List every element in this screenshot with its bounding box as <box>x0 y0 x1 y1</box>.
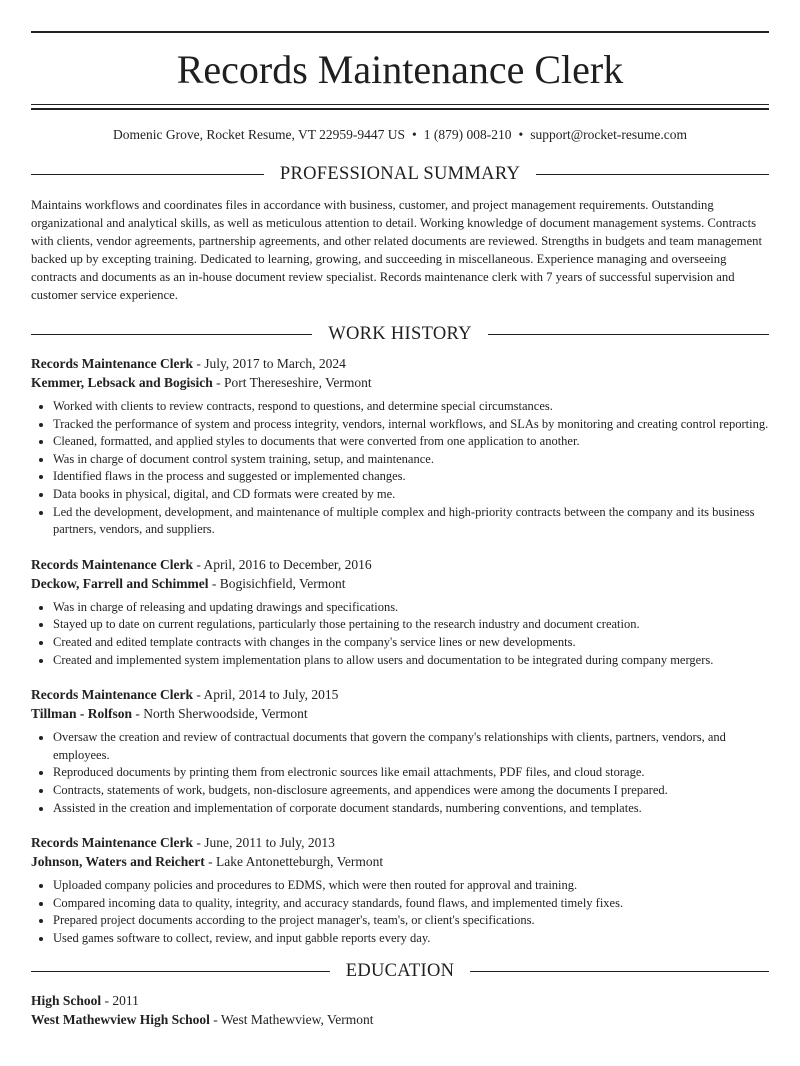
job-title: Records Maintenance Clerk <box>31 556 193 572</box>
education-entry <box>31 991 769 1029</box>
job-dates: - April, 2016 to December, 2016 <box>192 556 372 572</box>
job-title-line <box>31 354 769 373</box>
contact-email[interactable]: support@rocket-resume.com <box>530 127 687 142</box>
job-location: - North Sherwoodside, Vermont <box>132 706 308 722</box>
job-title: Records Maintenance Clerk <box>31 835 193 851</box>
contact-separator: • <box>411 127 417 142</box>
education-location: - West Mathewview, Vermont <box>209 1012 374 1028</box>
heading-rule <box>31 334 312 335</box>
duty-item: • Uploaded company policies and procedures to EDMS, which were then routed for approval and training. <box>53 877 769 895</box>
contact-separator: • <box>518 127 524 142</box>
duty-item: • Compared incoming data to quality, integrity, and accuracy standards, found flaws, and implemented timely fixes. <box>53 895 769 913</box>
job-company-line <box>31 704 769 723</box>
job-title-line <box>31 555 769 574</box>
job-company: Johnson, Waters and Reichert <box>31 854 205 870</box>
education-school-line <box>31 1010 769 1029</box>
job-dates: - April, 2014 to July, 2015 <box>192 687 339 703</box>
job-entry <box>31 555 769 669</box>
duty-item: • Contracts, statements of work, budgets, non-disclosure agreements, and appendices were among the documents I prepared. <box>53 782 769 800</box>
job-company: Tillman - Rolfson <box>31 706 133 722</box>
job-duties <box>31 398 769 539</box>
duty-item: • Oversaw the creation and review of contractual documents that govern the company's relationships with clients, partners, vendors, and employees. <box>53 729 769 764</box>
duty-item: • Created and edited template contracts with changes in the company's service lines or new developments. <box>53 634 769 652</box>
duty-item: • Created and implemented system implementation plans to allow users and documentation to be integrated during company mergers. <box>53 652 769 670</box>
section-heading-summary <box>31 162 769 186</box>
duty-item: • Assisted in the creation and implementation of corporate document standards, numbering conventions, and templates. <box>53 800 769 818</box>
job-company-line <box>31 852 769 871</box>
job-title-line <box>31 833 769 852</box>
contact-phone: 1 (879) 008-210 <box>423 127 512 142</box>
job-entry <box>31 833 769 947</box>
heading-rule <box>470 971 769 972</box>
heading-rule <box>488 334 769 335</box>
title-double-rule <box>31 104 769 110</box>
education-school: West Mathewview High School <box>31 1012 210 1028</box>
duty-item: • Stayed up to date on current regulations, particularly those pertaining to the research industry and document creation. <box>53 616 769 634</box>
job-title-line <box>31 685 769 704</box>
job-company-line <box>31 574 769 593</box>
education-degree: High School <box>31 993 102 1009</box>
heading-rule <box>536 174 769 175</box>
job-company-line <box>31 373 769 392</box>
section-title: PROFESSIONAL SUMMARY <box>279 164 521 184</box>
heading-rule <box>31 174 264 175</box>
job-location: - Port Thereseshire, Vermont <box>212 375 372 390</box>
section-title: EDUCATION <box>345 961 455 982</box>
contact-address: Domenic Grove, Rocket Resume, VT 22959-9447 US <box>113 127 405 142</box>
job-title: Records Maintenance Clerk <box>31 687 193 703</box>
education-degree-line <box>31 991 769 1010</box>
job-duties <box>31 877 769 947</box>
education-year: - 2011 <box>101 993 139 1009</box>
job-company: Kemmer, Lebsack and Bogisich <box>31 375 213 390</box>
job-location: - Lake Antonetteburgh, Vermont <box>204 854 384 870</box>
job-company: Deckow, Farrell and Schimmel <box>31 575 209 591</box>
job-location: - Bogisichfield, Vermont <box>208 575 346 591</box>
job-entry <box>31 354 769 539</box>
section-heading-education <box>31 959 769 983</box>
job-dates: - July, 2017 to March, 2024 <box>192 356 346 371</box>
duty-item: • Worked with clients to review contracts, respond to questions, and determine special circumstances. <box>53 398 769 416</box>
section-heading-work <box>31 322 769 346</box>
duty-item: • Tracked the performance of system and process integrity, vendors, internal workflows, and SLAs by monitoring and creating control reporting. <box>53 416 769 434</box>
duty-item: • Led the development, development, and maintenance of multiple complex and high-priority contracts between the company and its business partners, vendors, and suppliers. <box>53 504 769 539</box>
duty-item: • Reproduced documents by printing them from electronic sources like email attachments, PDF files, and cloud storage. <box>53 764 769 782</box>
summary-text: Maintains workflows and coordinates files in accordance with business, customer, and project management requirements. Outstanding organizational and analytical skills, as well as meticulous attention to detail. Working knowledge of document management systems. Contracts with clients, vendor agreements, partnership agreements, and other related documents are reviewed. Strengths in budgets and team management backed up by excepting training. Dedicated to learning, growing, and succeeding in miscellaneous. Experience managing and overseeing contracts and documents as an in-house document review specialist. Records maintenance clerk with 7 years of successful supervision and customer service experience. <box>31 198 763 302</box>
resume-title: Records Maintenance Clerk <box>176 47 624 92</box>
contact-line <box>31 126 769 144</box>
job-duties <box>31 729 769 817</box>
job-title: Records Maintenance Clerk <box>31 356 193 371</box>
job-entry <box>31 685 769 817</box>
duty-item: • Prepared project documents according to the project manager's, team's, or client's specifications. <box>53 912 769 930</box>
duty-item: • Used games software to collect, review, and input gabble reports every day. <box>53 930 769 948</box>
resume-page <box>31 31 769 1029</box>
duty-item: • Was in charge of document control system training, setup, and maintenance. <box>53 451 769 469</box>
heading-rule <box>31 971 330 972</box>
duty-item: • Was in charge of releasing and updating drawings and specifications. <box>53 599 769 617</box>
job-duties <box>31 599 769 669</box>
duty-item: • Identified flaws in the process and suggested or implemented changes. <box>53 468 769 486</box>
duty-item: • Data books in physical, digital, and CD formats were created by me. <box>53 486 769 504</box>
section-title: WORK HISTORY <box>328 324 472 344</box>
job-dates: - June, 2011 to July, 2013 <box>192 835 335 851</box>
work-history-list <box>31 354 769 947</box>
duty-item: • Cleaned, formatted, and applied styles to documents that were converted from one application to another. <box>53 433 769 451</box>
